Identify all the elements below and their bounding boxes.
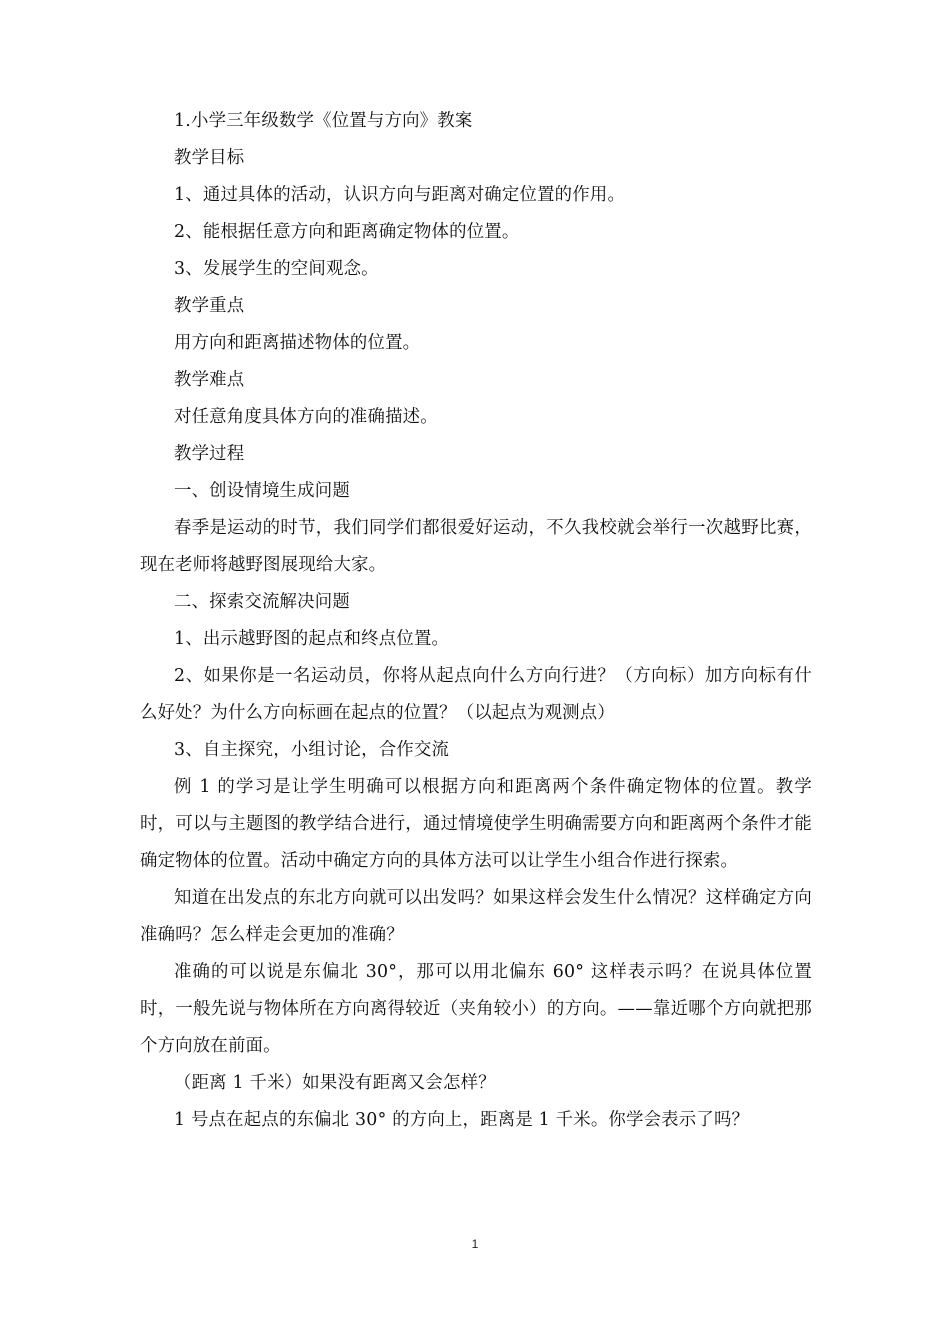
process-step-2-heading: 二、探索交流解决问题 (174, 592, 350, 612)
difficulty-text: 对任意角度具体方向的准确描述。 (174, 407, 438, 427)
key-point-text: 用方向和距离描述物体的位置。 (174, 333, 421, 353)
body-paragraph: （距离 1 千米）如果没有距离又会怎样？ (174, 1073, 496, 1093)
section-heading-difficulties: 教学难点 (174, 370, 245, 390)
body-paragraph: 知道在出发点的东北方向就可以出发吗？如果这样会发生什么情况？这样确定方向准确吗？怎么样走会更加的准确？ (140, 888, 812, 945)
body-paragraph: 1、出示越野图的起点和终点位置。 (174, 629, 450, 649)
body-paragraph: 3、自主探究，小组讨论，合作交流 (174, 740, 450, 760)
goal-item-3: 3、发展学生的空间观念。 (174, 259, 379, 279)
document-body (140, 103, 812, 1139)
section-heading-process: 教学过程 (174, 444, 245, 464)
body-paragraph: 例 1 的学习是让学生明确可以根据方向和距离两个条件确定物体的位置。教学时，可以与主题图的教学结合进行，通过情境使学生明确需要方向和距离两个条件才能确定物体的位置。活动中确定方向的具体方法可以让学生小组合作进行探索。 (140, 777, 812, 871)
body-paragraph: 准确的可以说是东偏北 30°，那可以用北偏东 60° 这样表示吗？在说具体位置时，一般先说与物体所在方向离得较近（夹角较小）的方向。——靠近哪个方向就把那个方向放在前面。 (140, 962, 812, 1056)
body-paragraph: 2、如果你是一名运动员，你将从起点向什么方向行进？（方向标）加方向标有什么好处？为什么方向标画在起点的位置？（以起点为观测点） (140, 666, 812, 723)
section-heading-key-points: 教学重点 (174, 296, 245, 316)
goal-item-1: 1、通过具体的活动，认识方向与距离对确定位置的作用。 (174, 185, 626, 205)
document-title: 1.小学三年级数学《位置与方向》教案 (174, 111, 473, 131)
page-number: 1 (471, 1237, 479, 1251)
process-step-1-heading: 一、创设情境生成问题 (174, 481, 350, 501)
body-paragraph: 春季是运动的时节，我们同学们都很爱好运动，不久我校就会举行一次越野比赛，现在老师将越野图展现给大家。 (140, 518, 812, 575)
section-heading-teaching-goals: 教学目标 (174, 148, 245, 168)
goal-item-2: 2、能根据任意方向和距离确定物体的位置。 (174, 222, 520, 242)
body-paragraph: 1 号点在起点的东偏北 30° 的方向上，距离是 1 千米。你学会表示了吗？ (174, 1110, 750, 1130)
